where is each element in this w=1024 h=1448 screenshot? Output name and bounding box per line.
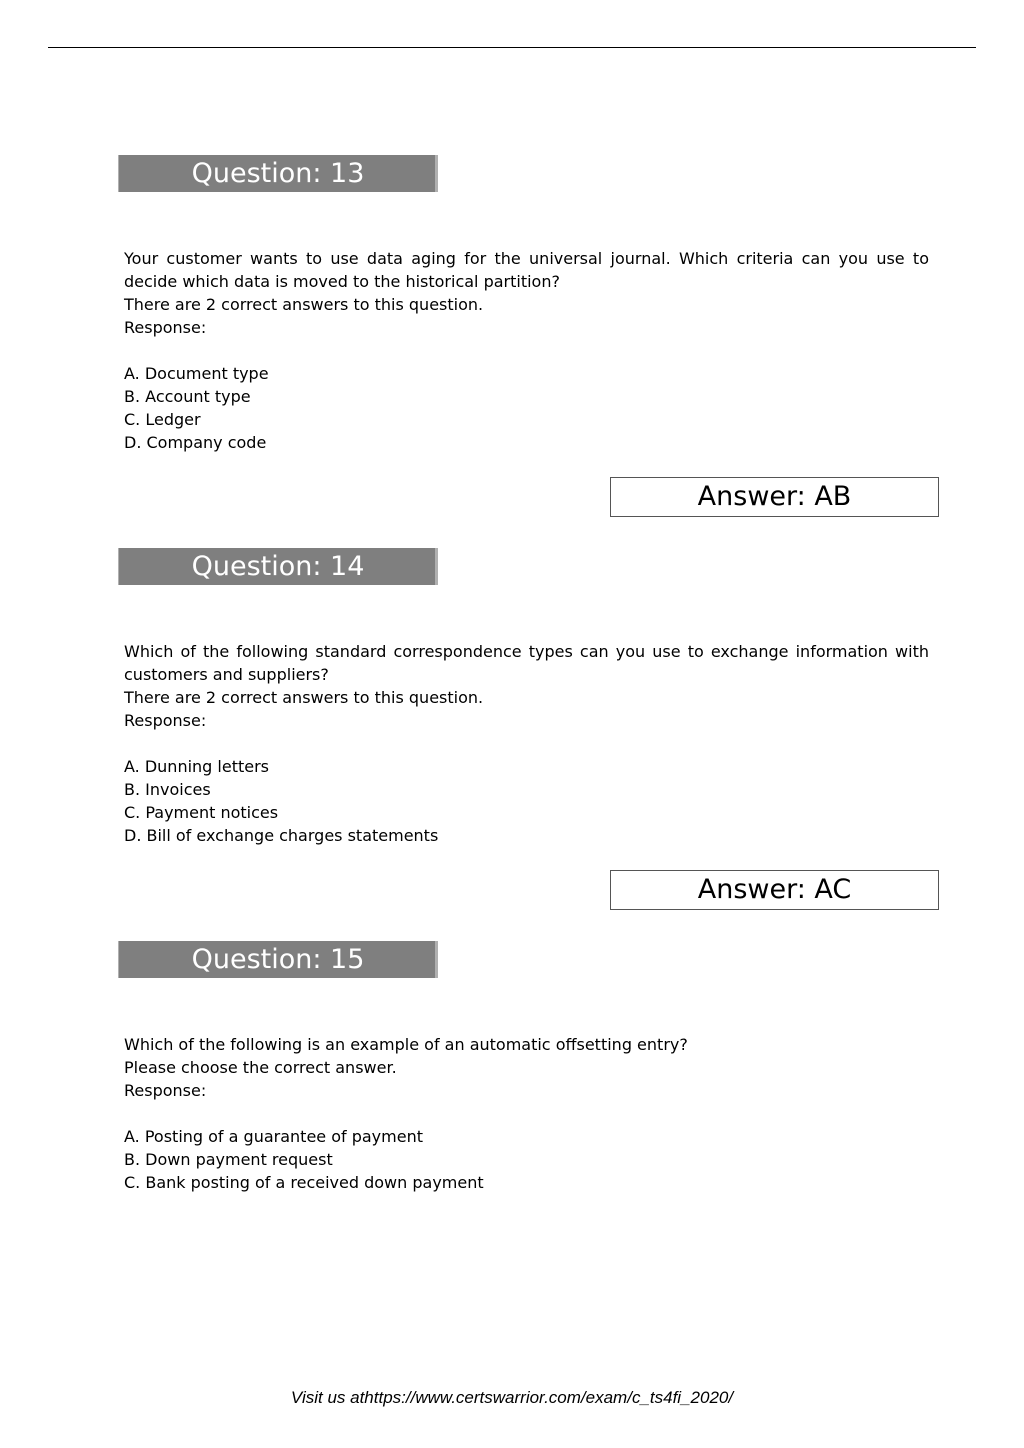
option-item: B. Down payment request: [124, 1150, 333, 1169]
option-item: A. Posting of a guarantee of payment: [124, 1127, 423, 1146]
option-item: C. Ledger: [124, 410, 201, 429]
question-15-header: [118, 941, 438, 978]
option-item: D. Company code: [124, 433, 267, 452]
question-13-instruction: There are 2 correct answers to this question.: [124, 295, 484, 314]
option-item: D. Bill of exchange charges statements: [124, 826, 439, 845]
option-item: B. Invoices: [124, 780, 211, 799]
question-15-text: Which of the following is an example of an automatic offsetting entry?: [124, 1035, 688, 1054]
question-14-answer-box: [610, 870, 939, 910]
option-item: A. Dunning letters: [124, 757, 269, 776]
question-13-answer: Answer: AB: [697, 481, 852, 512]
footer-link-text: Visit us athttps://www.certswarrior.com/exam/c_ts4fi_2020/: [290, 1388, 734, 1407]
question-14-header: [118, 548, 438, 585]
question-14-title: Question: 14: [191, 551, 365, 582]
question-13-response-label: Response:: [124, 318, 207, 337]
question-14-answer: Answer: AC: [697, 874, 852, 905]
question-14-response-label: Response:: [124, 711, 207, 730]
question-13-text: Your customer wants to use data aging for the universal journal. Which criteria can you use to decide which data is moved to the historical partition?: [124, 249, 929, 291]
question-13-answer-box: [610, 477, 939, 517]
header-rule: [48, 47, 976, 48]
question-15-title: Question: 15: [191, 944, 365, 975]
option-item: A. Document type: [124, 364, 269, 383]
question-14-options: [124, 755, 929, 847]
question-15-body: [124, 1033, 929, 1194]
question-13-options: [124, 362, 929, 454]
question-14-instruction: There are 2 correct answers to this question.: [124, 688, 484, 707]
option-item: B. Account type: [124, 387, 251, 406]
question-13-header: [118, 155, 438, 192]
question-15-response-label: Response:: [124, 1081, 207, 1100]
question-13-body: [124, 247, 929, 454]
question-14-body: [124, 640, 929, 847]
question-13-title: Question: 13: [191, 158, 365, 189]
option-item: C. Payment notices: [124, 803, 279, 822]
question-14-text: Which of the following standard correspondence types can you use to exchange information with customers and suppliers?: [124, 642, 929, 684]
option-item: C. Bank posting of a received down payment: [124, 1173, 484, 1192]
question-15-options: [124, 1125, 929, 1194]
question-15-instruction: Please choose the correct answer.: [124, 1058, 397, 1077]
